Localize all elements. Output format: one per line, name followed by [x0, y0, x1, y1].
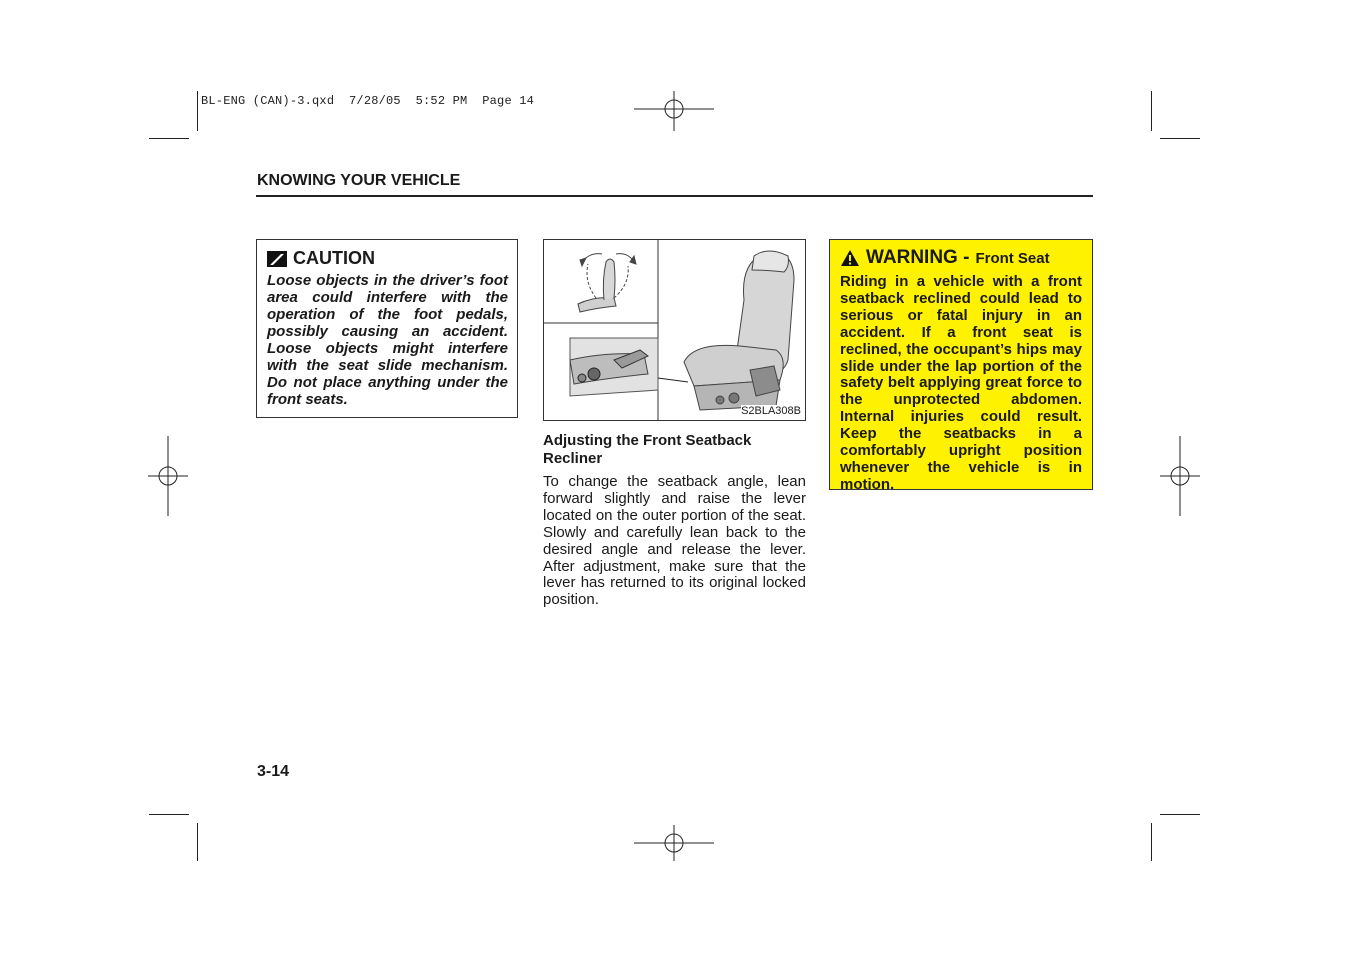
warning-body: Riding in a vehicle with a front seatback reclined could lead to serious or fatal injury in an accident. If a front seat is reclined, the occupant’s hips may slide under the lap portion of the safety belt applying great force to the unprotected abdomen. Internal injuries could result. Keep the seatbacks in a comfortably upright position whenever the vehicle is in motion. [840, 273, 1082, 493]
figure-code: S2BLA308B [741, 405, 801, 417]
section-heading: Adjusting the Front Seatback Recliner [543, 432, 752, 467]
registration-mark-left [148, 436, 188, 516]
registration-mark-top [634, 91, 714, 131]
seat-illustration [544, 240, 805, 420]
print-slug: BL-ENG (CAN)-3.qxd 7/28/05 5:52 PM Page 14 [201, 94, 535, 108]
caution-body: Loose objects in the driver’s foot area could interfere with the operation of the foot pedals, possibly causing an accident. Loose objects might interfere with the seat slide mechanism. Do not place anything under the front seats. [267, 272, 508, 408]
warning-triangle-icon [840, 249, 860, 267]
recline-diagram [578, 254, 636, 312]
front-seat-drawing [684, 251, 794, 410]
header-rule [256, 195, 1093, 197]
warning-title: WARNING - [866, 247, 970, 268]
caution-title: CAUTION [293, 248, 375, 268]
body-paragraph: To change the seatback angle, lean forward slightly and raise the lever located on the outer portion of the seat. Slowly and carefully lean back to the desired angle and release the lever. After adjustment, make sure that the lever has returned to its original locked position. [543, 473, 806, 609]
warning-subtitle: Front Seat [975, 249, 1050, 267]
warning-header [840, 247, 1082, 269]
registration-mark-right [1160, 436, 1200, 516]
section-title: KNOWING YOUR VEHICLE [257, 172, 461, 189]
caution-box [256, 239, 518, 418]
caution-header [267, 248, 508, 269]
lever-closeup [570, 338, 658, 396]
caution-slash-icon [267, 251, 287, 267]
seat-recliner-figure [543, 239, 806, 421]
registration-mark-bottom [634, 825, 714, 865]
page-number: 3-14 [257, 763, 290, 780]
warning-box [829, 239, 1093, 493]
